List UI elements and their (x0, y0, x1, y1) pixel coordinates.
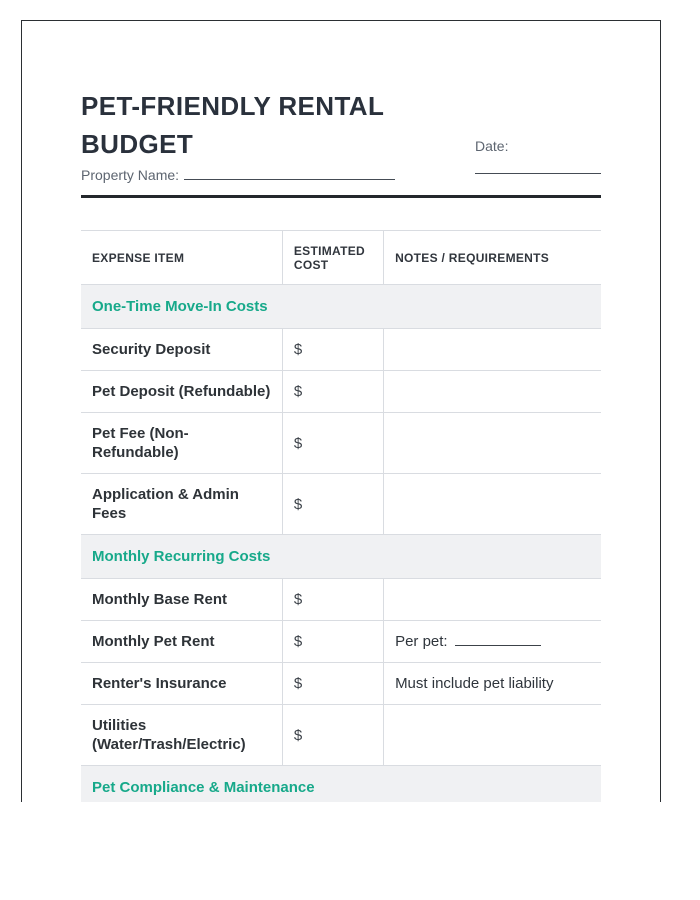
table-row (81, 329, 601, 371)
table-row (81, 705, 601, 766)
notes-cell[interactable] (384, 329, 601, 371)
date-blank-line[interactable] (475, 173, 601, 174)
property-name-field (81, 167, 459, 185)
date-label: Date: (475, 138, 509, 154)
column-header-notes-requirements: NOTES / REQUIREMENTS (384, 231, 601, 285)
estimated-cost-cell[interactable]: $ (282, 579, 383, 621)
page-title: PET-FRIENDLY RENTAL BUDGET (81, 91, 384, 159)
expense-item-cell: Security Deposit (81, 329, 282, 371)
expense-item-cell: Pet Deposit (Refundable) (81, 371, 282, 413)
table-row (81, 579, 601, 621)
header-right (475, 87, 601, 174)
notes-cell[interactable] (384, 474, 601, 535)
header-divider-rule (81, 195, 601, 198)
table-row (81, 413, 601, 474)
budget-table (81, 230, 601, 802)
estimated-cost-cell[interactable]: $ (282, 621, 383, 663)
notes-cell[interactable] (384, 579, 601, 621)
table-row (81, 621, 601, 663)
document-page (21, 20, 661, 802)
property-name-label: Property Name: (81, 167, 180, 183)
estimated-cost-cell[interactable]: $ (282, 663, 383, 705)
estimated-cost-cell[interactable]: $ (282, 371, 383, 413)
header-left (81, 87, 459, 185)
notes-cell[interactable] (384, 413, 601, 474)
page-content (22, 87, 660, 802)
notes-cell[interactable] (384, 371, 601, 413)
section-header-title: Pet Compliance & Maintenance (81, 766, 601, 803)
property-name-blank-line[interactable] (184, 168, 395, 180)
estimated-cost-cell[interactable]: $ (282, 474, 383, 535)
estimated-cost-cell[interactable]: $ (282, 413, 383, 474)
estimated-cost-cell[interactable]: $ (282, 329, 383, 371)
section-header-title: One-Time Move-In Costs (81, 285, 601, 329)
section-header-title: Monthly Recurring Costs (81, 535, 601, 579)
estimated-cost-cell[interactable]: $ (282, 705, 383, 766)
expense-item-cell: Utilities (Water/Trash/Electric) (81, 705, 282, 766)
expense-item-cell: Monthly Pet Rent (81, 621, 282, 663)
expense-item-cell: Renter's Insurance (81, 663, 282, 705)
section-row (81, 285, 601, 329)
expense-item-cell: Application & Admin Fees (81, 474, 282, 535)
notes-cell[interactable]: Per pet: (384, 621, 601, 663)
table-row (81, 474, 601, 535)
table-row (81, 371, 601, 413)
section-row (81, 535, 601, 579)
column-header-expense-item: EXPENSE ITEM (81, 231, 282, 285)
expense-item-cell: Pet Fee (Non-Refundable) (81, 413, 282, 474)
budget-table-header (81, 231, 601, 285)
document-header (81, 87, 601, 185)
notes-cell[interactable]: Must include pet liability (384, 663, 601, 705)
table-row (81, 663, 601, 705)
budget-table-body (81, 285, 601, 803)
column-header-estimated-cost: ESTIMATED COST (282, 231, 383, 285)
notes-cell[interactable] (384, 705, 601, 766)
note-blank-line[interactable] (455, 634, 541, 646)
section-row (81, 766, 601, 803)
expense-item-cell: Monthly Base Rent (81, 579, 282, 621)
